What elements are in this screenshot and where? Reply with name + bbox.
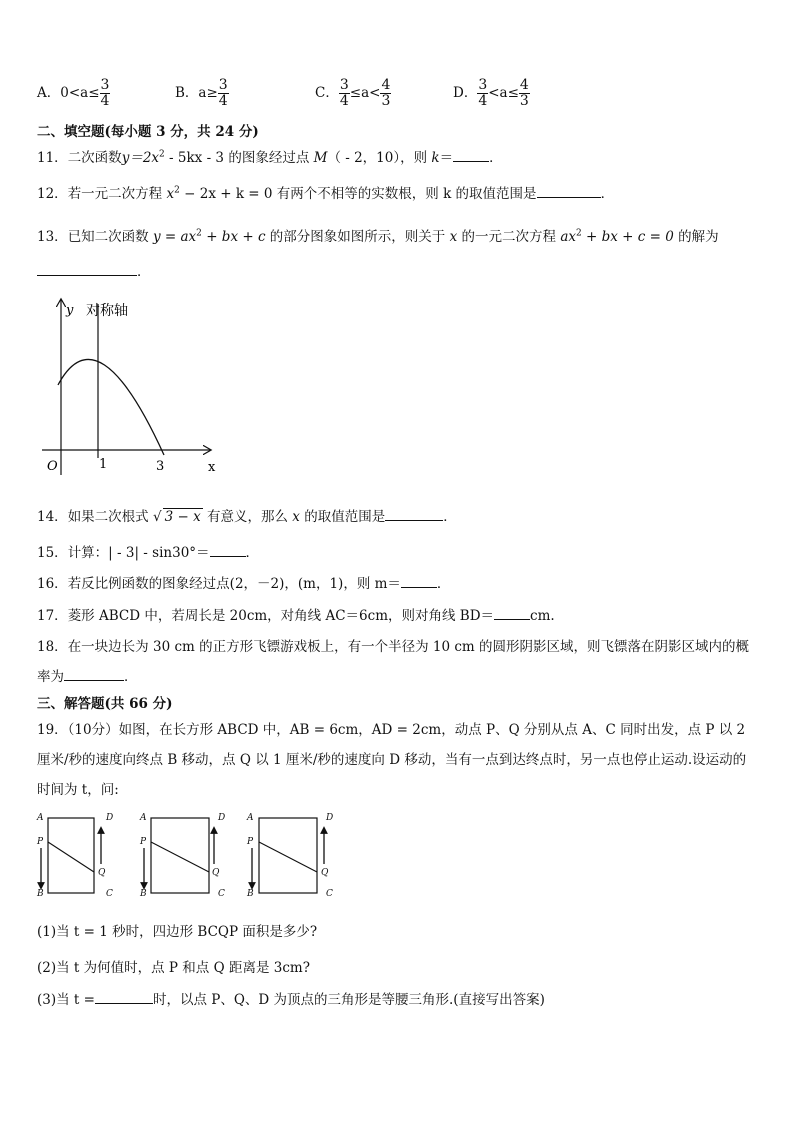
fraction: $\frac{4}{3}$ [519, 77, 529, 109]
option-text: a≥ [198, 85, 218, 101]
svg-text:D: D [326, 813, 334, 823]
question-15: 15．计算：| - 3| - sin30°＝ ． [37, 545, 260, 561]
answer-blank[interactable] [494, 607, 530, 620]
svg-text:C: C [326, 889, 333, 899]
question-19-line3: 时间为 t，问: [37, 782, 119, 798]
question-13-answer-line: ． [37, 260, 151, 280]
svg-text:P: P [37, 837, 44, 847]
question-19-line1: 19．（10分）如图，在长方形 ABCD 中，AB = 6cm，AD = 2cm，动点 P、Q 分别从点 A、C 同时出发，点 P 以 2 [37, 722, 746, 738]
answer-blank[interactable] [37, 263, 137, 276]
answer-blank[interactable] [453, 149, 489, 162]
svg-text:B: B [247, 889, 254, 899]
question-14: 14．如果二次根式 √ 3 − x 有意义，那么 x 的取值范围是 ． [37, 509, 457, 525]
option-label: B． [175, 85, 199, 101]
svg-text:A: A [37, 813, 44, 823]
question-18: 18．在一块边长为 30 cm 的正方形飞镖游戏板上，有一个半径为 10 cm 的圆形阴影区域，则飞镖落在阴影区域内的概 [37, 639, 750, 655]
question-19-part-2: (2)当 t 为何值时，点 P 和点 Q 距离是 3cm? [37, 960, 310, 976]
q10-option-d [453, 78, 530, 109]
option-text: 0<a≤ [60, 85, 100, 101]
x-axis-label: x [208, 460, 216, 475]
svg-text:B: B [37, 889, 44, 899]
svg-text:Q: Q [321, 868, 329, 878]
fraction: $\frac{3}{4}$ [218, 77, 228, 109]
svg-text:A: A [247, 813, 254, 823]
q10-option-b [175, 78, 229, 109]
svg-text:B: B [140, 889, 147, 899]
section-heading-fill-in: 二、填空题(每小题 3 分，共 24 分) [37, 124, 259, 140]
q10-option-c [315, 78, 391, 109]
svg-text:P: P [140, 837, 147, 847]
parabola-graph [38, 290, 228, 485]
answer-blank[interactable] [95, 991, 153, 1004]
sqrt-symbol: √ [152, 509, 162, 525]
option-text: <a≤ [488, 85, 519, 101]
answer-blank[interactable] [64, 668, 124, 681]
rectangle-figure-2 [139, 813, 225, 899]
fraction: $\frac{3}{4}$ [478, 77, 488, 109]
y-axis-label: y [66, 303, 74, 318]
question-19-part-1: (1)当 t = 1 秒时，四边形 BCQP 面积是多少? [37, 924, 318, 940]
radicand: 3 − x [164, 509, 201, 525]
rectangle-figures [34, 808, 344, 900]
question-13: 13．已知二次函数 $y = ax^2$ + bx + c 的部分图象如图所示，则关于 x 的一元二次方程 $ax^2$ + bx + c = 0 的解为 [37, 228, 719, 245]
answer-blank[interactable] [537, 185, 601, 198]
origin-label: O [47, 459, 58, 474]
svg-text:C: C [106, 889, 113, 899]
option-text: ≤a< [349, 85, 381, 101]
question-11: 11．二次函数$y=2x^2 - 5kx - 3$ 的图象经过点 M（ - 2，10），则 k＝ ． [37, 149, 503, 166]
answer-blank[interactable] [385, 508, 443, 521]
question-12: 12．若一元二次方程 $x^2 - 2x + k = 0$ 有两个不相等的实数根，则 k 的取值范围是 ． [37, 185, 615, 202]
rectangle-figure-3 [246, 813, 333, 899]
q10-option-a [37, 78, 110, 109]
question-19-line2: 厘米/秒的速度向终点 B 移动，点 Q 以 1 厘米/秒的速度向 D 移动，当有一点到达终点时，另一点也停止运动.设运动的 [37, 752, 747, 768]
option-label: C． [315, 85, 339, 101]
option-label: D． [453, 85, 478, 101]
parabola-curve [58, 359, 164, 455]
svg-text:D: D [106, 813, 114, 823]
rectangle-figure-1 [36, 813, 113, 899]
svg-text:D: D [218, 813, 226, 823]
section-heading-solutions: 三、解答题(共 66 分) [37, 696, 173, 712]
fraction: $\frac{3}{4}$ [100, 77, 110, 109]
fraction: $\frac{4}{3}$ [381, 77, 391, 109]
answer-blank[interactable] [210, 544, 246, 557]
svg-text:Q: Q [212, 868, 220, 878]
question-18-line2: 率为 ． [37, 669, 138, 685]
question-19-part-3: (3)当 t = 时，以点 P、Q、D 为顶点的三角形是等腰三角形.(直接写出答案) [37, 992, 545, 1008]
svg-text:Q: Q [98, 868, 106, 878]
option-label: A． [37, 85, 61, 101]
svg-text:C: C [218, 889, 225, 899]
tick-3-label: 3 [156, 459, 165, 474]
fraction: $\frac{3}{4}$ [339, 77, 349, 109]
tick-1-label: 1 [99, 457, 108, 472]
svg-text:P: P [247, 837, 254, 847]
answer-blank[interactable] [401, 575, 437, 588]
svg-text:A: A [140, 813, 147, 823]
symmetry-axis-label: 对称轴 [86, 303, 128, 319]
question-16: 16．若反比例函数的图象经过点(2，－2)，(m，1)，则 m＝ ． [37, 576, 451, 592]
question-17: 17．菱形 ABCD 中，若周长是 20cm，对角线 AC＝6cm，则对角线 BD＝ cm. [37, 608, 555, 624]
